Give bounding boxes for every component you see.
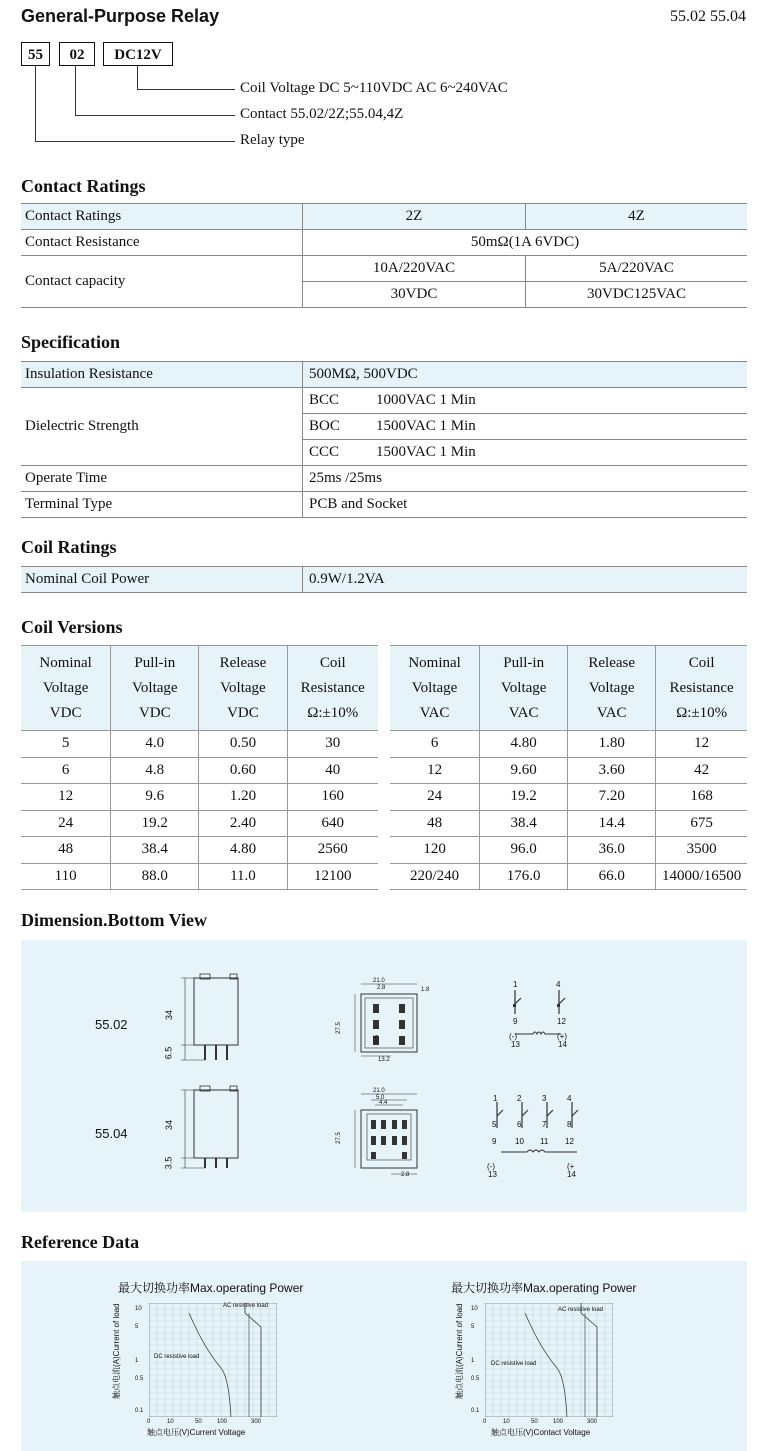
table-cell: 6: [390, 731, 480, 758]
dc-header: [199, 646, 287, 731]
table-row: [21, 863, 378, 890]
graph1-dc-label: DC resistive load: [154, 1354, 200, 1360]
x-tick-label: 100: [217, 1419, 228, 1425]
table-row: [21, 784, 378, 811]
coil-power-value: 0.9W/1.2VA: [303, 567, 748, 593]
graph1-xlabel: 触点电压(V)Current Voltage: [147, 1428, 246, 1437]
dim-d3: 0.5: [374, 1034, 381, 1044]
table-cell: 38.4: [480, 810, 568, 837]
dim-w5-04: 4.4: [379, 1100, 388, 1106]
contact-ratings-title: Contact Ratings: [21, 176, 146, 196]
pin-1: 1: [513, 980, 518, 989]
dielectric-code: CCC: [309, 444, 340, 460]
reference-panel: [21, 1261, 747, 1451]
capacity-2z-dc: 30VDC: [303, 282, 526, 308]
pin4-plus: (+: [567, 1162, 575, 1171]
reference-title: Reference Data: [21, 1232, 140, 1252]
dim-d2: 13.2: [378, 1057, 390, 1063]
graph1-plot: [149, 1303, 277, 1417]
contact-ratings-label: Contact Ratings: [21, 204, 303, 230]
table-cell: 14000/16500: [656, 863, 747, 890]
code-note-type: Relay type: [240, 132, 305, 148]
table-cell: 6: [21, 757, 111, 784]
table-row: [390, 757, 747, 784]
table-cell: 38.4: [111, 837, 199, 864]
contact-capacity-label: Contact capacity: [21, 256, 303, 308]
pin-minus: (-): [509, 1032, 517, 1041]
y-tick-label: 10: [135, 1306, 142, 1312]
dim-w2: 2.8: [377, 985, 386, 991]
insulation-value: 500MΩ, 500VDC: [303, 362, 748, 388]
ac-header-line: Voltage: [500, 679, 547, 696]
ac-header-line: Ω:±10%: [676, 704, 728, 721]
coil-ratings-table: [21, 566, 747, 593]
table-cell: 2560: [287, 837, 378, 864]
table-row: [21, 810, 378, 837]
cell-2z: 2Z: [303, 204, 526, 230]
table-cell: 1.80: [568, 731, 656, 758]
table-row: [21, 731, 378, 758]
side-view-55-04: [161, 1080, 271, 1180]
table-row: [390, 731, 747, 758]
y-tick-label: 0.1: [471, 1408, 480, 1414]
code-note-voltage: Coil Voltage DC 5~110VDC AC 6~240VAC: [240, 80, 508, 96]
dc-header-line: Voltage: [132, 679, 178, 696]
x-tick-label: 0: [147, 1419, 151, 1425]
pin4-5: 5: [492, 1120, 497, 1129]
table-cell: 48: [390, 810, 480, 837]
pin-9: 9: [513, 1017, 518, 1026]
graph2-ylabel: 触点电流(A)Current of load: [455, 1303, 464, 1399]
table-cell: 19.2: [480, 784, 568, 811]
graph2-xlabel: 触点电压(V)Contact Voltage: [491, 1428, 591, 1437]
dielectric-value: 1500VAC 1 Min: [376, 444, 476, 460]
graph2-title: 最大切换功率Max.operating Power: [451, 1281, 637, 1295]
x-tick-label: 10: [167, 1419, 174, 1425]
table-cell: 176.0: [480, 863, 568, 890]
ac-header-line: VAC: [508, 704, 539, 721]
y-tick-label: 5: [471, 1324, 475, 1330]
table-cell: 4.8: [111, 757, 199, 784]
terminal-type-value: PCB and Socket: [303, 492, 748, 518]
pin4-12: 12: [565, 1137, 574, 1146]
y-tick-label: 10: [471, 1306, 478, 1312]
dim-depth-04: 27.5: [335, 1132, 342, 1144]
dc-header-line: Voltage: [42, 679, 89, 696]
ac-header-line: Pull-in: [503, 654, 545, 671]
dc-header-line: VDC: [227, 704, 259, 721]
x-tick-label: 50: [195, 1419, 202, 1425]
x-tick-label: 50: [531, 1419, 538, 1425]
pin4-4: 4: [567, 1094, 572, 1103]
table-cell: 11.0: [199, 863, 287, 890]
pin-14: 14: [558, 1040, 567, 1049]
dc-header-line: Voltage: [220, 679, 266, 696]
dc-header-line: VDC: [138, 704, 171, 721]
y-tick-label: 0.1: [135, 1408, 144, 1414]
ac-header-line: Voltage: [588, 679, 635, 696]
table-cell: 640: [287, 810, 378, 837]
x-tick-label: 10: [503, 1419, 510, 1425]
bottom-view-55-04: [351, 1088, 431, 1180]
pin4-8: 8: [567, 1120, 572, 1129]
x-tick-label: 300: [251, 1419, 262, 1425]
table-cell: 9.60: [480, 757, 568, 784]
model-label-55-04: 55.04: [95, 1126, 128, 1141]
side-view-55-02: [161, 968, 271, 1068]
insulation-label: Insulation Resistance: [21, 362, 303, 388]
dim-height: 34: [164, 1009, 175, 1021]
table-cell: 12: [390, 757, 480, 784]
code-box-type: 55: [21, 42, 50, 66]
graph2-plot: [485, 1303, 613, 1417]
dc-header-line: Ω:±10%: [307, 704, 359, 721]
operate-time-label: Operate Time: [21, 466, 303, 492]
dielectric-code: BOC: [309, 418, 340, 434]
dim-pin-length-04: 3.5: [163, 1156, 174, 1170]
table-cell: 120: [390, 837, 480, 864]
table-cell: 24: [390, 784, 480, 811]
x-tick-label: 300: [587, 1419, 598, 1425]
schematic-55-04: [487, 1092, 607, 1162]
table-row: [390, 863, 747, 890]
table-cell: 88.0: [111, 863, 199, 890]
bottom-view-55-02: [351, 976, 431, 1066]
table-cell: 168: [656, 784, 747, 811]
ac-header: [568, 646, 656, 731]
dimension-panel: [21, 940, 747, 1212]
x-tick-label: 100: [553, 1419, 564, 1425]
dielectric-label: Dielectric Strength: [21, 388, 303, 466]
table-cell: 3500: [656, 837, 747, 864]
table-cell: 66.0: [568, 863, 656, 890]
table-cell: 30: [287, 731, 378, 758]
table-cell: 4.0: [111, 731, 199, 758]
ac-header-line: Voltage: [411, 679, 458, 696]
x-tick-label: 0: [483, 1419, 487, 1425]
dim-width-04: 21.0: [373, 1088, 385, 1094]
dc-header: [287, 646, 378, 731]
contact-resistance-value: 50mΩ(1A 6VDC): [303, 230, 748, 256]
terminal-type-label: Terminal Type: [21, 492, 303, 518]
specification-table: [21, 361, 747, 518]
ac-header: [390, 646, 480, 731]
dielectric-row-boc: [303, 414, 748, 440]
coil-versions-ac-table: [390, 645, 747, 890]
specification-title: Specification: [21, 332, 120, 352]
table-row: [390, 837, 747, 864]
table-cell: 5: [21, 731, 111, 758]
table-cell: 48: [21, 837, 111, 864]
table-cell: 9.6: [111, 784, 199, 811]
table-cell: 24: [21, 810, 111, 837]
dim-pin-length: 6.5: [163, 1046, 174, 1060]
dim-w2-04: 2.8: [401, 1172, 410, 1178]
ac-header-line: VAC: [419, 704, 450, 721]
pin4-13: 13: [488, 1170, 497, 1179]
coil-versions-dc-table: [21, 645, 378, 890]
table-cell: 19.2: [111, 810, 199, 837]
ac-header-line: VAC: [596, 704, 627, 721]
dc-header: [111, 646, 199, 731]
table-cell: 12100: [287, 863, 378, 890]
table-cell: 7.20: [568, 784, 656, 811]
y-tick-label: 1: [471, 1358, 475, 1364]
table-cell: 1.20: [199, 784, 287, 811]
table-cell: 14.4: [568, 810, 656, 837]
dc-header-line: Resistance: [300, 679, 365, 696]
operate-time-value: 25ms /25ms: [303, 466, 748, 492]
pin-4: 4: [556, 980, 561, 989]
y-tick-label: 1: [135, 1358, 139, 1364]
dc-header-line: Nominal: [39, 654, 92, 671]
dc-header-line: Pull-in: [134, 654, 176, 671]
pin4-minus: (-): [487, 1162, 495, 1171]
pin4-9: 9: [492, 1137, 497, 1146]
table-cell: 3.60: [568, 757, 656, 784]
dielectric-row-bcc: [303, 388, 748, 414]
dielectric-value: 1500VAC 1 Min: [376, 418, 476, 434]
graph2-dc-label: DC resistive load: [491, 1361, 537, 1367]
table-cell: 36.0: [568, 837, 656, 864]
dc-header-line: Coil: [319, 654, 346, 671]
dim-depth: 27.5: [335, 1022, 342, 1034]
capacity-4z-dc: 30VDC125VAC: [526, 282, 748, 308]
table-cell: 4.80: [480, 731, 568, 758]
contact-resistance-label: Contact Resistance: [21, 230, 303, 256]
leader-type: [35, 66, 235, 142]
code-box-contact: 02: [59, 42, 95, 66]
table-row: [21, 757, 378, 784]
capacity-2z-ac: 10A/220VAC: [303, 256, 526, 282]
ac-header-line: Resistance: [669, 679, 734, 696]
pin4-11: 11: [540, 1137, 549, 1146]
capacity-4z-ac: 5A/220VAC: [526, 256, 748, 282]
pin4-3: 3: [542, 1094, 547, 1103]
table-row: [390, 810, 747, 837]
ac-header: [480, 646, 568, 731]
table-cell: 12: [21, 784, 111, 811]
pin4-2: 2: [517, 1094, 522, 1103]
graph1-ac-label: AC resistive load: [223, 1303, 269, 1309]
ac-header-line: Coil: [688, 654, 715, 671]
table-cell: 4.80: [199, 837, 287, 864]
code-box-voltage: DC12V: [103, 42, 173, 66]
dielectric-row-ccc: [303, 440, 748, 466]
dim-height-04: 34: [164, 1119, 175, 1131]
table-row: [390, 784, 747, 811]
table-cell: 2.40: [199, 810, 287, 837]
dc-header: [21, 646, 111, 731]
dimension-title: Dimension.Bottom View: [21, 910, 207, 930]
dim-w4-04: 5.0: [376, 1095, 385, 1101]
table-cell: 220/240: [390, 863, 480, 890]
table-cell: 675: [656, 810, 747, 837]
coil-ratings-title: Coil Ratings: [21, 537, 117, 557]
table-cell: 40: [287, 757, 378, 784]
graph1-ylabel: 触点电流(A)Current of load: [112, 1303, 121, 1399]
table-cell: 96.0: [480, 837, 568, 864]
coil-versions-title: Coil Versions: [21, 617, 123, 637]
y-tick-label: 0.5: [135, 1376, 144, 1382]
dielectric-code: BCC: [309, 392, 340, 408]
dim-width: 21.0: [373, 978, 385, 984]
pin4-7: 7: [542, 1120, 547, 1129]
pin-12: 12: [557, 1017, 566, 1026]
pin4-6: 6: [517, 1120, 522, 1129]
dielectric-value: 1000VAC 1 Min: [376, 392, 476, 408]
pin-13: 13: [511, 1040, 520, 1049]
ac-header-line: Nominal: [408, 654, 461, 671]
dc-header-line: Release: [219, 654, 267, 671]
y-tick-label: 0.5: [471, 1376, 480, 1382]
table-row: [21, 837, 378, 864]
dim-w3: 1.8: [421, 987, 430, 993]
graph2-ac-label: AC resistive load: [558, 1307, 604, 1313]
contact-ratings-table: [21, 203, 747, 308]
pin4-1: 1: [493, 1094, 498, 1103]
model-numbers: 55.02 55.04: [670, 8, 746, 25]
dc-header-line: VDC: [49, 704, 82, 721]
graph1-title: 最大切换功率Max.operating Power: [118, 1281, 304, 1295]
pin4-10: 10: [515, 1137, 524, 1146]
table-cell: 0.60: [199, 757, 287, 784]
table-cell: 42: [656, 757, 747, 784]
cell-4z: 4Z: [526, 204, 748, 230]
model-label-55-02: 55.02: [95, 1017, 128, 1032]
table-cell: 0.50: [199, 731, 287, 758]
pin-plus: (+): [557, 1032, 567, 1041]
page-title: General-Purpose Relay: [21, 6, 220, 26]
table-cell: 110: [21, 863, 111, 890]
code-note-contact: Contact 55.02/2Z;55.04,4Z: [240, 106, 404, 122]
y-tick-label: 5: [135, 1324, 139, 1330]
table-cell: 12: [656, 731, 747, 758]
table-cell: 160: [287, 784, 378, 811]
coil-power-label: Nominal Coil Power: [21, 567, 303, 593]
ac-header-line: Release: [588, 654, 636, 671]
ac-header: [656, 646, 747, 731]
pin4-14: 14: [567, 1170, 576, 1179]
